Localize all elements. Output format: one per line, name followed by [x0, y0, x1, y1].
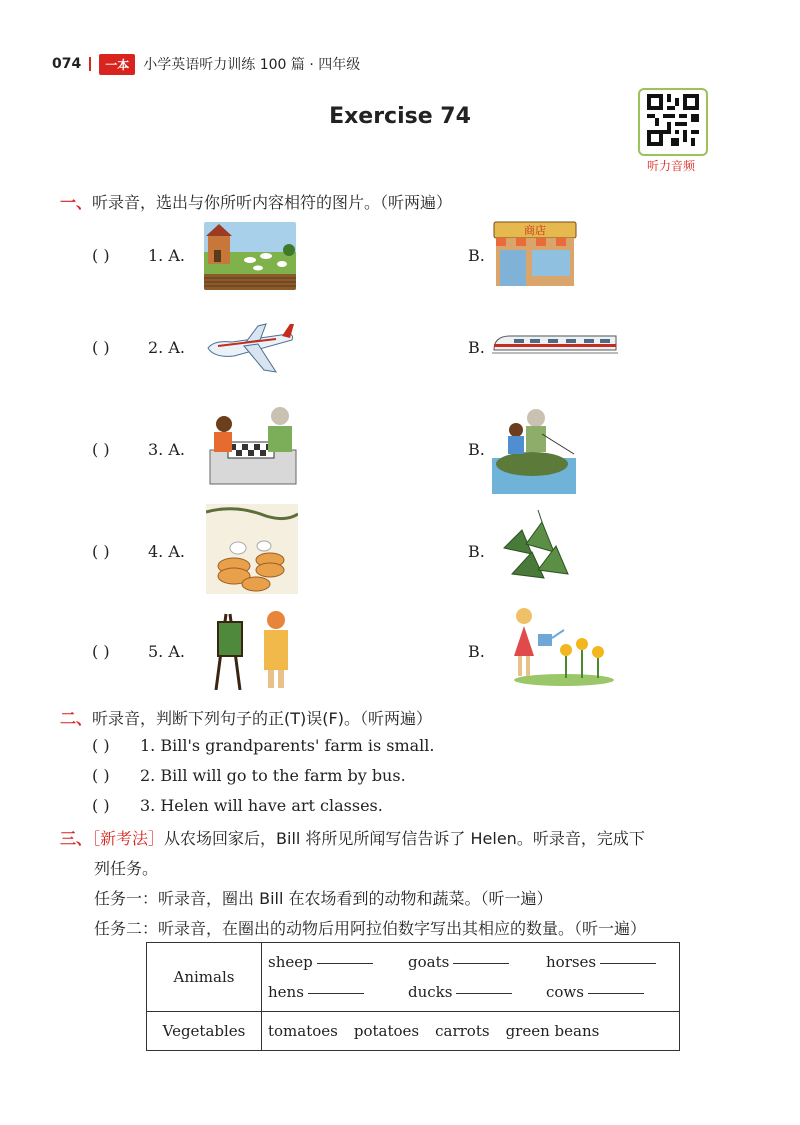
shop-sign: 商店: [524, 224, 546, 237]
zongzi-picture[interactable]: [498, 508, 572, 582]
count-blank[interactable]: [600, 962, 656, 964]
vegetables-row: [262, 1012, 680, 1051]
count-blank[interactable]: [588, 992, 644, 994]
item-4: [92, 542, 185, 561]
header-divider: [89, 57, 91, 71]
fishing-picture[interactable]: [492, 404, 576, 494]
tf-sentence: 2. Bill will go to the farm by bus.: [140, 766, 406, 785]
answer-blank[interactable]: ( ): [92, 542, 110, 561]
tf-item-2: [92, 766, 406, 785]
count-blank[interactable]: [453, 962, 509, 964]
section1-instruction: 听录音，选出与你所听内容相符的图片。（听两遍）: [92, 193, 453, 212]
option-b-label: B.: [468, 246, 485, 265]
answer-blank[interactable]: ( ): [92, 766, 110, 785]
option-b-label: B.: [468, 542, 485, 561]
item-5: [92, 642, 185, 661]
tf-item-1: [92, 736, 434, 755]
answer-blank[interactable]: ( ): [92, 642, 110, 661]
section3-instruction: 从农场回家后，Bill 将所见所闻写信告诉了 Helen。听录音，完成下: [164, 829, 645, 848]
watering-picture[interactable]: [504, 604, 614, 688]
count-blank[interactable]: [317, 962, 373, 964]
section2-instruction: 听录音，判断下列句子的正(T)误(F)。（听两遍）: [92, 709, 432, 728]
answer-blank[interactable]: ( ): [92, 246, 110, 265]
brand-logo: 一本: [99, 54, 135, 75]
animal-word[interactable]: goats: [408, 953, 450, 971]
chess-picture[interactable]: [206, 402, 300, 486]
item-label: 5. A.: [148, 642, 185, 661]
item-label: 1. A.: [148, 246, 185, 265]
qr-caption: 听力音频: [646, 159, 695, 173]
shop-picture[interactable]: [492, 218, 578, 286]
section2-number: 二、: [60, 709, 93, 728]
vegetables-label: Vegetables: [147, 1012, 262, 1051]
answer-table: [146, 942, 680, 1051]
animals-label: Animals: [147, 943, 262, 1012]
task-2: 任务二：听录音，在圈出的动物后用阿拉伯数字写出其相应的数量。（听一遍）: [94, 919, 647, 938]
section3-number: 三、: [60, 829, 93, 848]
book-title: 小学英语听力训练 100 篇 · 四年级: [143, 57, 361, 73]
item-label: 4. A.: [148, 542, 185, 561]
answer-blank[interactable]: ( ): [92, 796, 110, 815]
qr-code[interactable]: [638, 88, 708, 156]
painting-picture[interactable]: [206, 606, 296, 690]
mooncake-picture[interactable]: [206, 504, 298, 594]
item-label: 2. A.: [148, 338, 185, 357]
section3-heading: [60, 826, 740, 849]
section1-heading: [60, 190, 452, 213]
vegetable-word[interactable]: tomatoes: [268, 1022, 338, 1040]
tf-sentence: 3. Helen will have art classes.: [140, 796, 383, 815]
page-header: [52, 52, 360, 76]
animal-word[interactable]: sheep: [268, 953, 313, 971]
section3-tag: ［新考法］: [92, 829, 165, 848]
count-blank[interactable]: [456, 992, 512, 994]
option-b-label: B.: [468, 440, 485, 459]
animal-word[interactable]: horses: [546, 953, 597, 971]
vegetable-word[interactable]: carrots: [435, 1022, 490, 1040]
option-b-label: B.: [468, 642, 485, 661]
item-label: 3. A.: [148, 440, 185, 459]
exercise-title: Exercise 74: [329, 104, 471, 129]
item-1: [92, 246, 185, 265]
answer-blank[interactable]: ( ): [92, 736, 110, 755]
animal-word[interactable]: cows: [546, 983, 584, 1001]
animal-word[interactable]: hens: [268, 983, 304, 1001]
section1-number: 一、: [60, 193, 93, 212]
tf-sentence: 1. Bill's grandparents' farm is small.: [140, 736, 435, 755]
tf-item-3: [92, 796, 383, 815]
option-b-label: B.: [468, 338, 485, 357]
answer-blank[interactable]: ( ): [92, 440, 110, 459]
page-number: 074: [52, 56, 82, 72]
task-1: 任务一：听录音，圈出 Bill 在农场看到的动物和蔬菜。（听一遍）: [94, 889, 553, 908]
train-picture[interactable]: [492, 330, 618, 356]
section2-heading: [60, 706, 432, 729]
animal-word[interactable]: ducks: [408, 983, 453, 1001]
animals-row-2: [262, 977, 680, 1012]
answer-blank[interactable]: ( ): [92, 338, 110, 357]
vegetable-word[interactable]: potatoes: [353, 1022, 420, 1040]
section3-instruction-cont: 列任务。: [94, 859, 159, 878]
animals-row-1: [262, 943, 680, 978]
vegetable-word[interactable]: green beans: [505, 1022, 600, 1040]
qr-code-icon: [647, 94, 699, 146]
item-3: [92, 440, 185, 459]
item-2: [92, 338, 185, 357]
plane-picture[interactable]: [204, 320, 296, 382]
count-blank[interactable]: [308, 992, 364, 994]
farm-picture[interactable]: [204, 222, 296, 290]
